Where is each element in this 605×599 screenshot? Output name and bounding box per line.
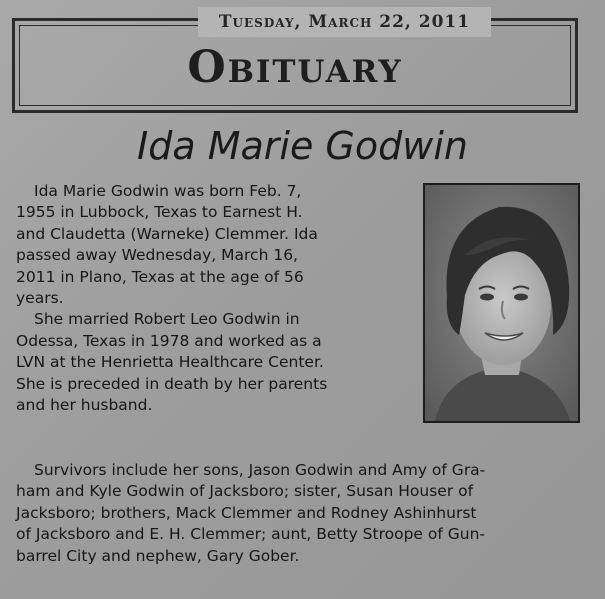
text-line: She married Robert Leo Godwin in [34, 310, 300, 329]
deceased-name: Ida Marie Godwin [137, 124, 468, 168]
text-line: and her husband. [16, 396, 153, 415]
text-line: 1955 in Lubbock, Texas to Earnest H. [16, 203, 303, 222]
obituary-text-left-column [16, 181, 416, 416]
text-line: barrel City and nephew, Gary Gober. [16, 546, 300, 565]
text-line: Ida Marie Godwin was born Feb. 7, [34, 182, 302, 200]
text-line: of Jacksboro and E. H. Clemmer; aunt, Betty Stroope of Gun- [16, 525, 486, 544]
text-line: Jacksboro; brothers, Mack Clemmer and Rodney Ashinhurst [16, 503, 477, 522]
text-line: passed away Wednesday, March 16, [16, 246, 298, 265]
text-line: She is preceded in death by her parents [16, 374, 328, 393]
text-line: LVN at the Henrietta Healthcare Center. [16, 353, 324, 372]
portrait-photo-icon [425, 185, 578, 421]
paragraph-marriage-work [16, 309, 416, 416]
section-title: Obituary [187, 42, 403, 93]
paragraph-survivors [16, 460, 590, 567]
text-line: ham and Kyle Godwin of Jacksboro; sister, Susan Houser of [16, 482, 474, 501]
text-line: 2011 in Plano, Texas at the age of 56 [16, 267, 304, 286]
text-line: and Claudetta (Warneke) Clemmer. Ida [16, 224, 318, 243]
text-line: years. [16, 289, 64, 308]
portrait-photo [423, 183, 580, 423]
text-line: Survivors include her sons, Jason Godwin and Amy of Gra- [34, 461, 486, 479]
obituary-text-full-width [16, 460, 590, 567]
paragraph-birth-death [16, 181, 416, 309]
text-line: Odessa, Texas in 1978 and worked as a [16, 331, 322, 350]
publication-date: Tuesday, March 22, 2011 [198, 7, 491, 37]
